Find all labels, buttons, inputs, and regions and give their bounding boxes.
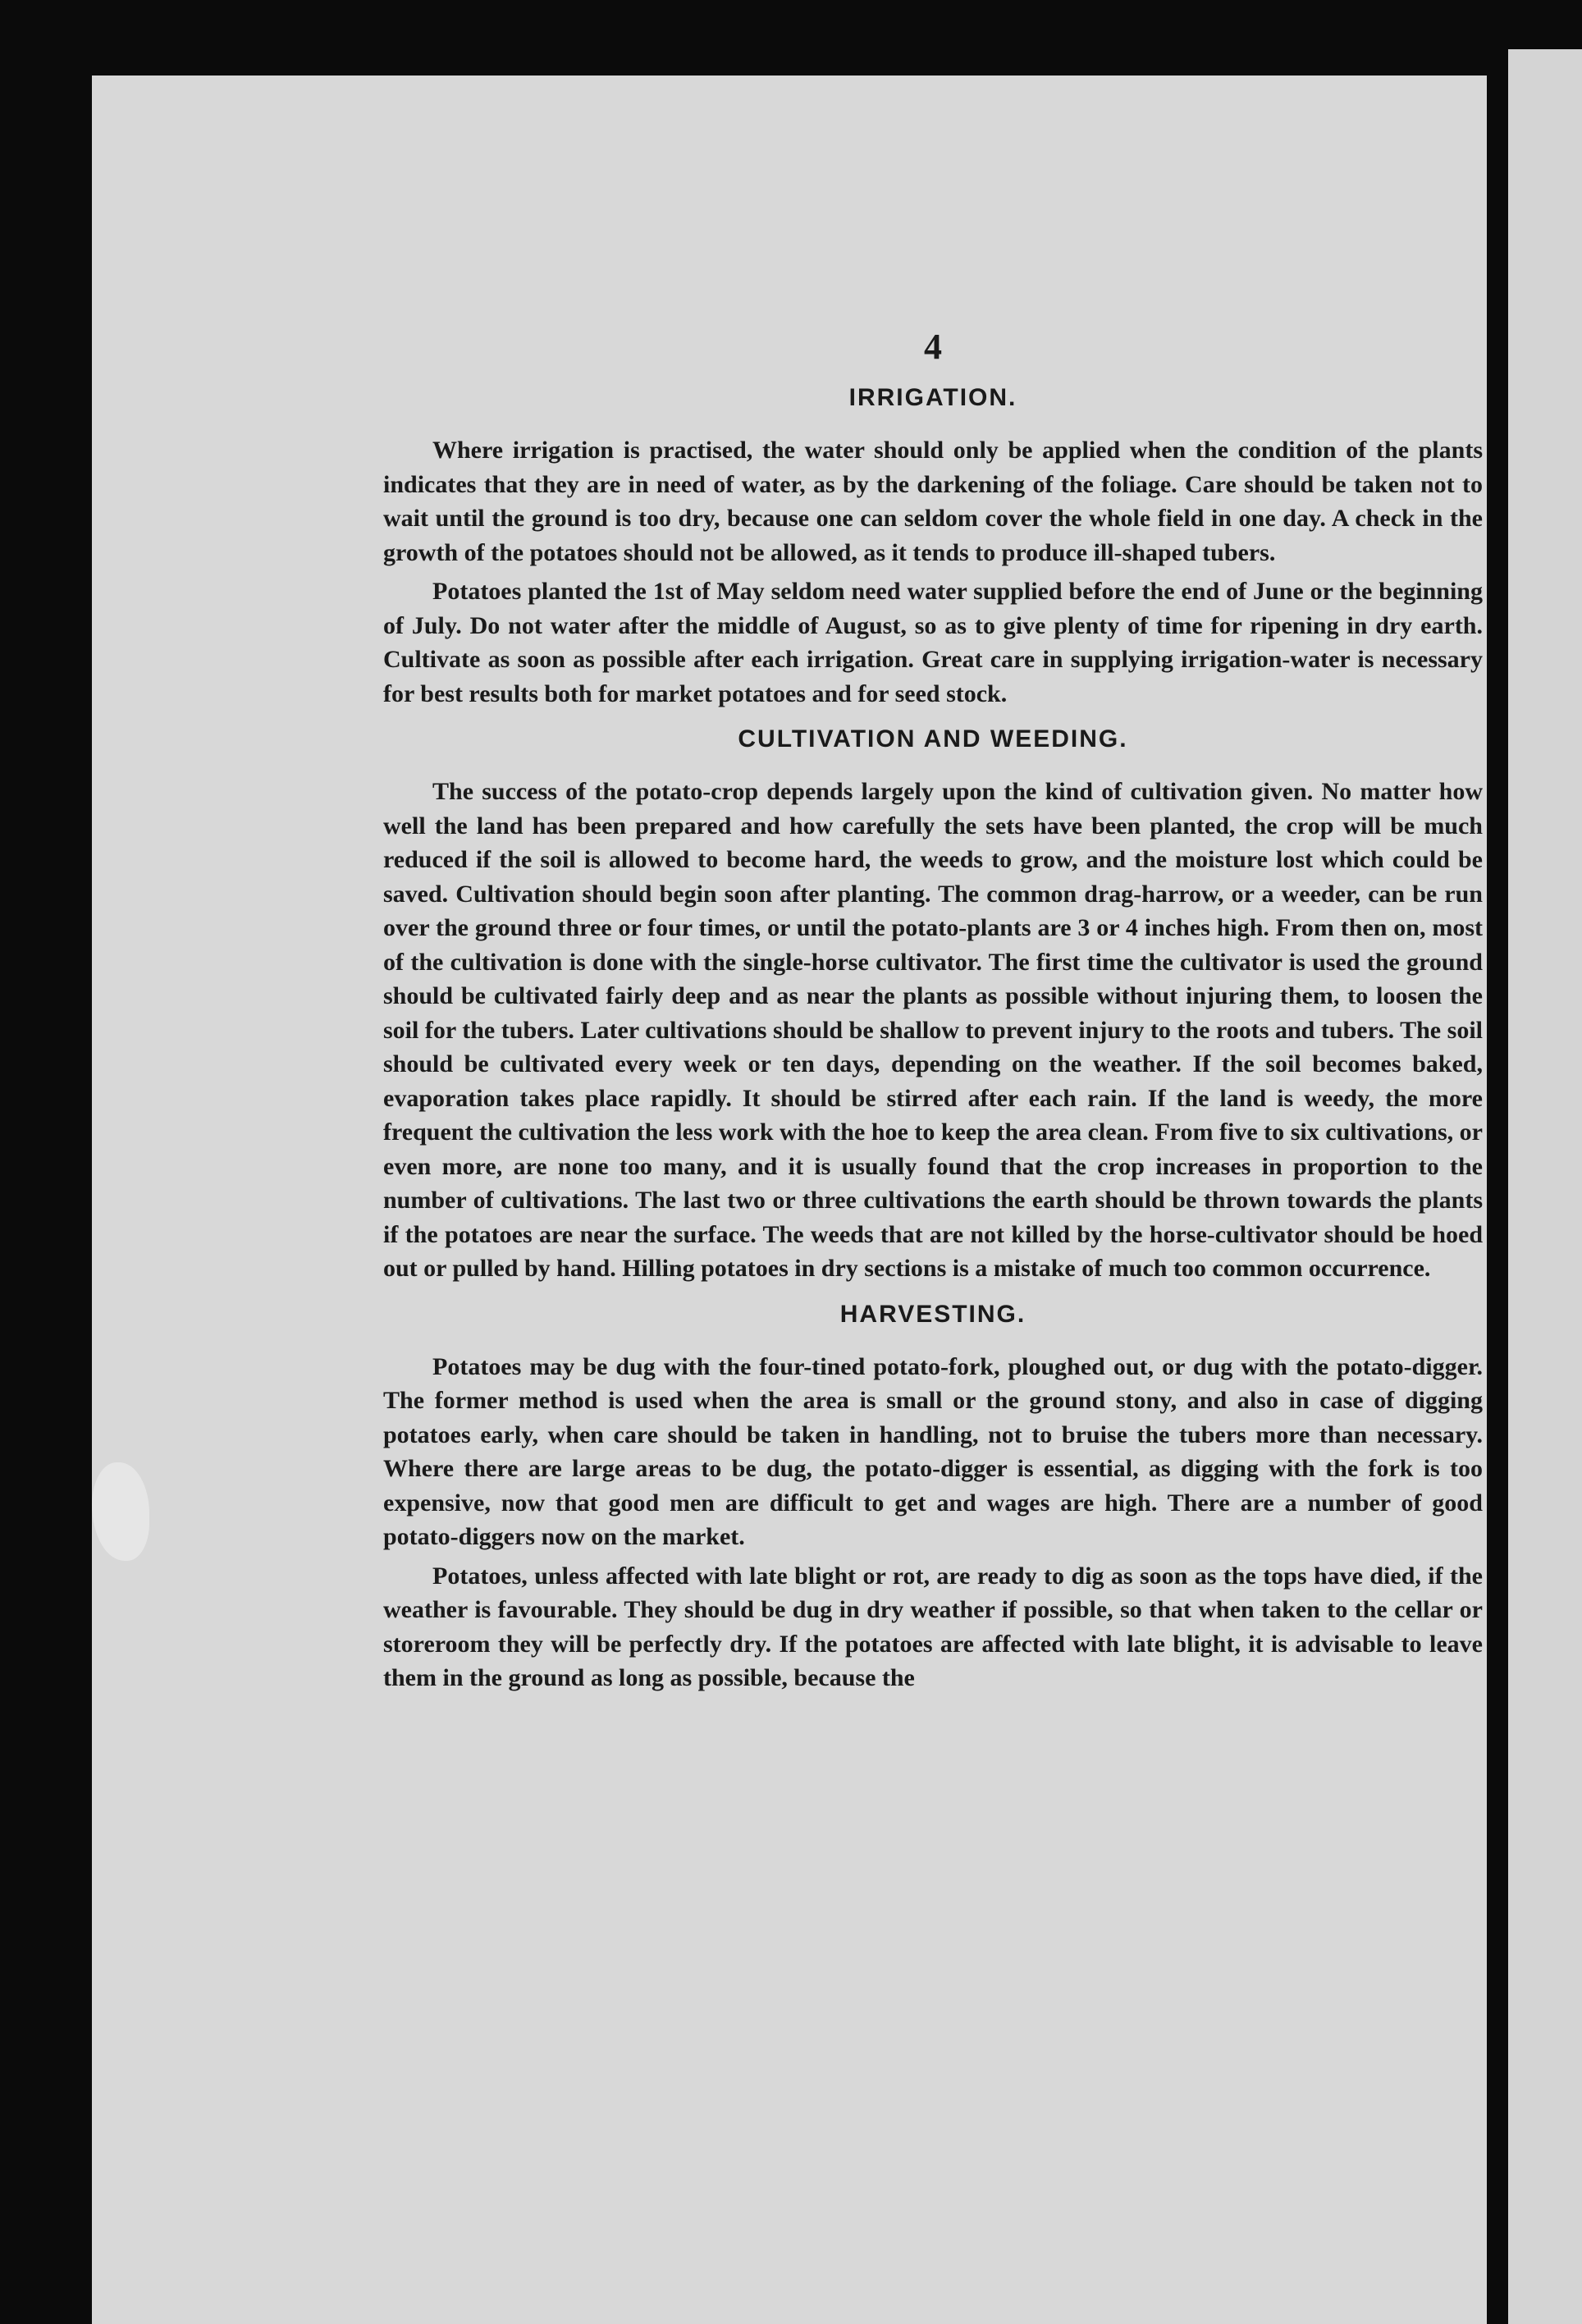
paper-damage-mark: [92, 1462, 149, 1561]
paragraph: Potatoes planted the 1st of May seldom need water supplied before the end of June or the beginning of July. Do not water after the middle of August, so as to give plenty of time for ripening in dry earth. Cultivate as soon as possible after each irrigation. Great care in supplying irrigation-water is necessary for best results both for market potatoes and for seed stock.: [383, 578, 1483, 707]
page-text: [383, 326, 1483, 1700]
paragraph: Where irrigation is practised, the water should only be applied when the condition of the plants indicates that they are in need of water, as by the darkening of the foliage. Care should be taken not to wait until the ground is too dry, because one can seldom cover the whole field in one day. A check in the growth of the potatoes should not be allowed, as it tends to produce ill-shaped tubers.: [383, 437, 1483, 566]
paragraph: Potatoes, unless affected with late blight or rot, are ready to dig as soon as the tops have died, if the weather is favourable. They should be dug in dry weather if possible, so that when taken to the cellar or storeroom they will be perfectly dry. If the potatoes are affected with late blight, it is advisable to leave them in the ground as long as possible, because the: [383, 1562, 1483, 1691]
paragraph: Potatoes may be dug with the four-tined potato-fork, ploughed out, or dug with the potato-digger. The former method is used when the area is small or the ground stony, and also in case of digging potatoes early, when care should be taken in handling, not to bruise the tubers more than necessary. Where there are large areas to be dug, the potato-digger is essential, as digging with the fork is too expensive, now that good men are difficult to get and wages are high. There are a number of good potato-diggers now on the market.: [383, 1352, 1483, 1550]
heading-harvesting: HARVESTING.: [839, 1300, 1026, 1328]
page-number: 4: [924, 327, 942, 367]
heading-irrigation: IRRIGATION.: [848, 384, 1017, 411]
paragraph: The success of the potato-crop depends largely upon the kind of cultivation given. No matter how well the land has been prepared and how carefully the sets have been planted, the crop will be much reduced if the soil is allowed to become hard, the weeds to grow, and the moisture lost which could be saved. Cultivation should begin soon after planting. The common drag-harrow, or a weeder, can be run over the ground three or four times, or until the potato-plants are 3 or 4 inches high. From then on, most of the cultivation is done with the single-horse cultivator. The first time the cultivator is used the ground should be cultivated fairly deep and as near the plants as possible without injuring them, to loosen the soil for the tubers. Later cultivations should be shallow to prevent injury to the roots and tubers. The soil should be cultivated every week or ten days, depending on the weather. If the soil becomes baked, evaporation takes place rapidly. It should be stirred after each rain. If the land is weedy, the more frequent the cultivation the less work with the hoe to keep the area clean. From five to six cultivations, or even more, are none too many, and it is usually found that the crop increases in proportion to the number of cultivations. The last two or three cultivations the earth should be thrown towards the plants if the potatoes are near the surface. The weeds that are not killed by the horse-cultivator should be hoed out or pulled by hand. Hilling potatoes in dry sections is a mistake of much too common occurrence.: [383, 778, 1483, 1282]
adjacent-page-edge: [1508, 49, 1582, 2324]
heading-cultivation: CULTIVATION AND WEEDING.: [738, 725, 1128, 753]
document-page: [92, 75, 1487, 2324]
